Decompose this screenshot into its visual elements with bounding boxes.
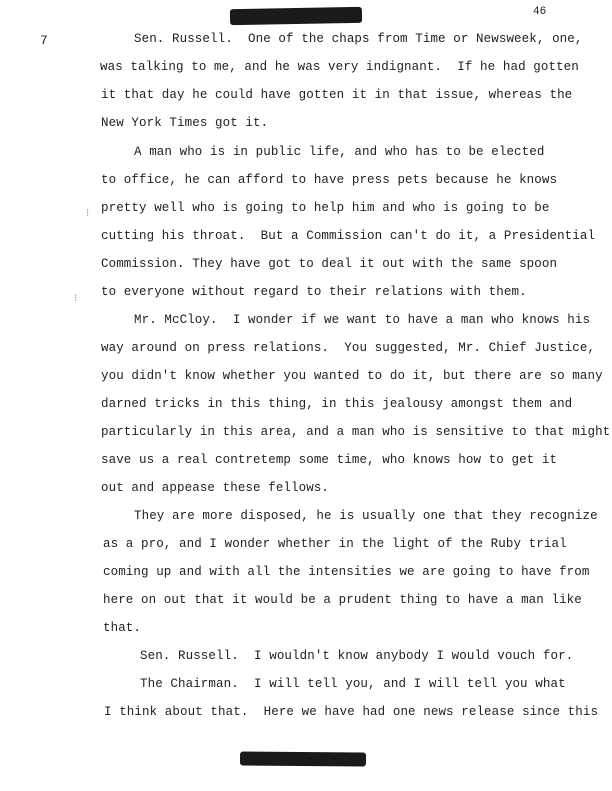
text-line: They are more disposed, he is usually one that they recognize [134, 509, 598, 523]
margin-number: 7 [40, 33, 48, 48]
redaction-bar-top [230, 7, 362, 25]
margin-mark: ⁝ [86, 209, 90, 220]
text-line: to everyone without regard to their relations with them. [101, 285, 527, 299]
text-line: way around on press relations. You suggested, Mr. Chief Justice, [101, 341, 596, 355]
text-line: coming up and with all the intensities we are going to have from [103, 565, 590, 579]
text-line: A man who is in public life, and who has to be elected [134, 145, 545, 159]
text-line: I think about that. Here we have had one news release since this [104, 705, 599, 719]
text-line: cutting his throat. But a Commission can't do it, a Presidential [101, 229, 596, 243]
text-line: New York Times got it. [101, 116, 269, 130]
text-line: that. [103, 621, 142, 635]
text-line: as a pro, and I wonder whether in the light of the Ruby trial [103, 537, 567, 551]
text-line: darned tricks in this thing, in this jealousy amongst them and [101, 397, 573, 411]
text-line: Mr. McCloy. I wonder if we want to have a man who knows his [134, 313, 591, 327]
text-line: out and appease these fellows. [101, 481, 330, 495]
text-line: particularly in this area, and a man who is sensitive to that might [101, 425, 611, 439]
text-line: pretty well who is going to help him and who is going to be [101, 201, 550, 215]
text-line: Sen. Russell. I wouldn't know anybody I would vouch for. [140, 649, 574, 663]
text-line: Sen. Russell. One of the chaps from Time or Newsweek, one, [134, 32, 583, 46]
text-line: Commission. They have got to deal it out with the same spoon [101, 257, 558, 271]
text-line: here on out that it would be a prudent thing to have a man like [103, 593, 582, 607]
text-line: The Chairman. I will tell you, and I will tell you what [140, 677, 566, 691]
text-line: you didn't know whether you wanted to do it, but there are so many [101, 369, 603, 383]
page-number: 46 [533, 6, 547, 18]
margin-mark: ⁝ [74, 294, 78, 305]
redaction-bar-bottom [240, 751, 366, 766]
text-line: it that day he could have gotten it in that issue, whereas the [101, 88, 573, 102]
text-line: was talking to me, and he was very indignant. If he had gotten [100, 60, 579, 74]
text-line: to office, he can afford to have press pets because he knows [101, 173, 558, 187]
text-line: save us a real contretemp some time, who knows how to get it [101, 453, 558, 467]
